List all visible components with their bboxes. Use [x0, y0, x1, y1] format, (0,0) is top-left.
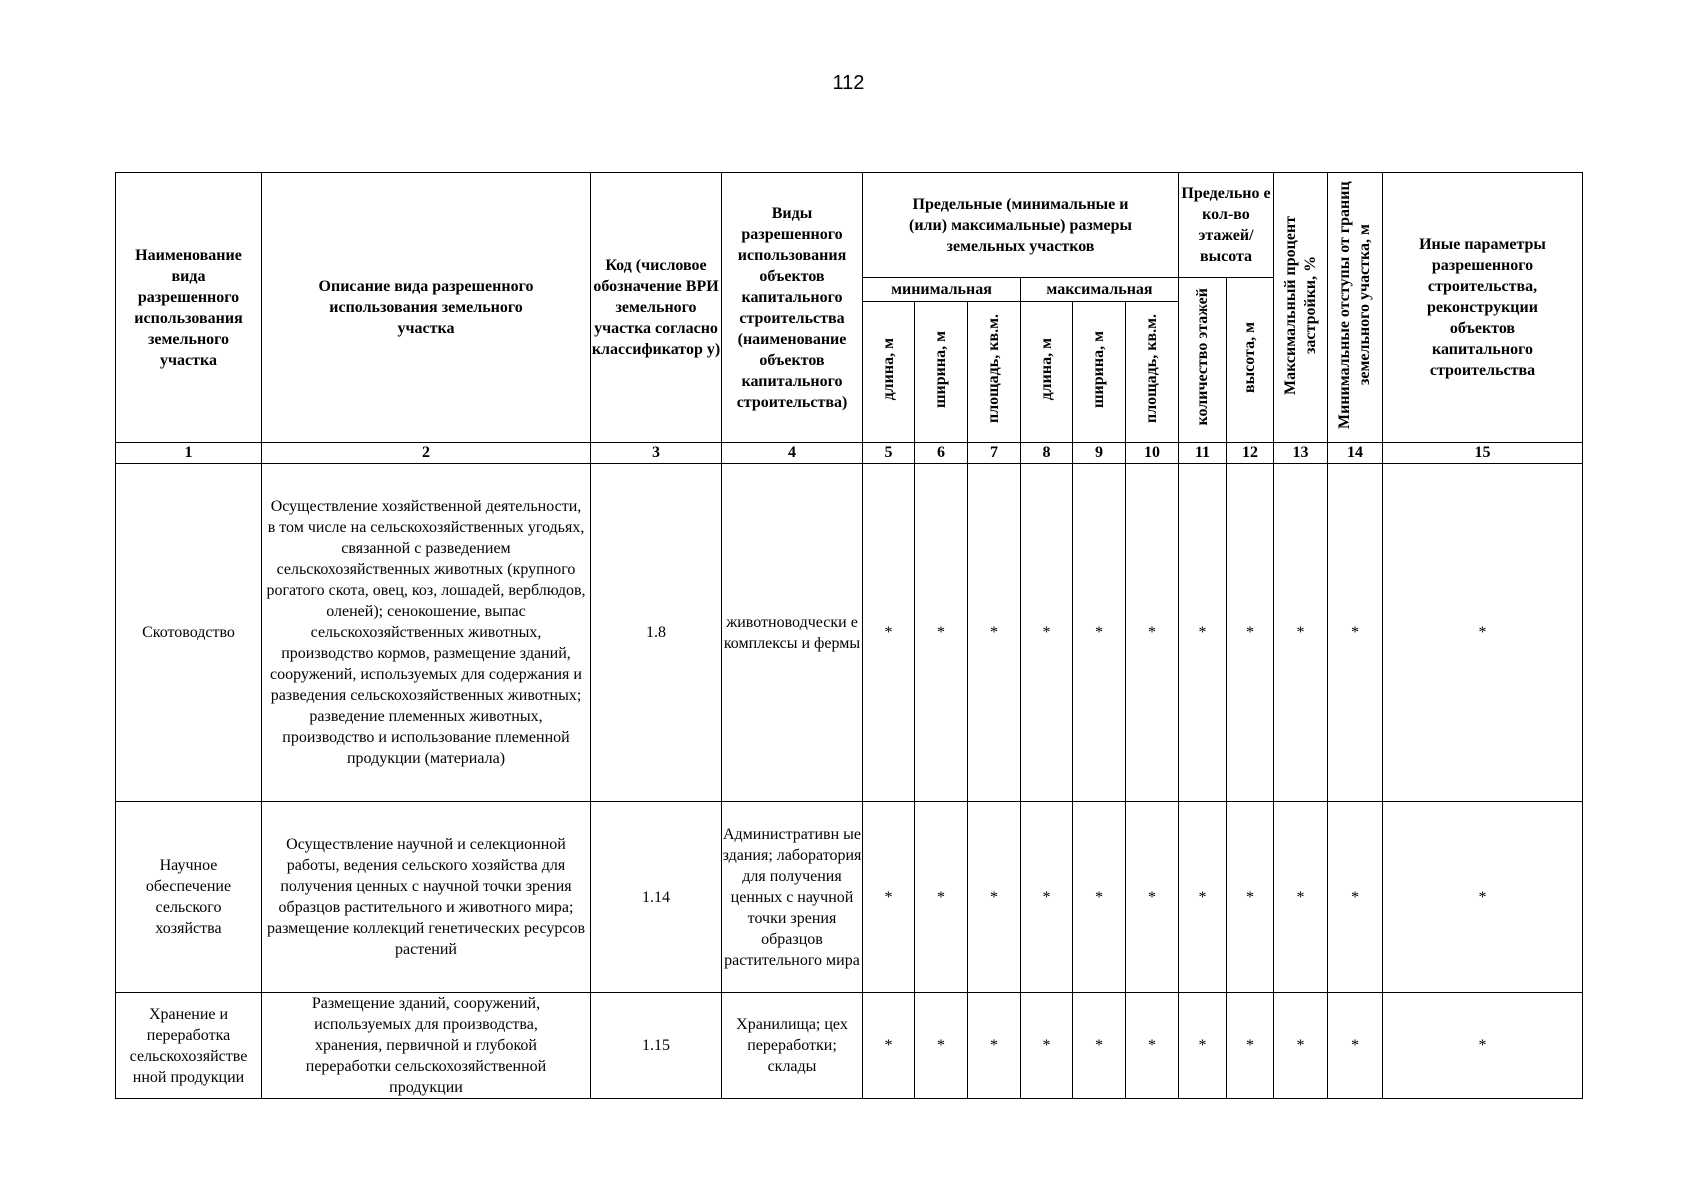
header-max-length: длина, м: [1021, 302, 1073, 443]
table-row: [116, 464, 1583, 802]
other-params-value: *: [1383, 802, 1583, 993]
header-plot-sizes: Предельные (минимальные и (или) максимальные) размеры земельных участков: [863, 173, 1179, 278]
land-use-name: Научное обеспечение сельского хозяйства: [116, 802, 262, 993]
min-length-value: *: [863, 464, 915, 802]
max-length-value: *: [1021, 802, 1073, 993]
header-min-length: длина, м: [863, 302, 915, 443]
header-other-params: Иные параметры разрешенного строительства, реконструкции объектов капитального строительства: [1383, 173, 1583, 443]
column-number-row: [116, 443, 1583, 464]
header-floor-count: количество этажей: [1179, 278, 1227, 443]
permitted-objects: животноводчески е комплексы и фермы: [722, 464, 863, 802]
max-area-value: *: [1126, 464, 1179, 802]
other-params-value: *: [1383, 464, 1583, 802]
header-minimum: минимальная: [863, 278, 1021, 302]
max-coverage-value: *: [1274, 993, 1328, 1099]
min-setback-value: *: [1328, 464, 1383, 802]
land-use-name: Скотоводство: [116, 464, 262, 802]
header-min-setbacks: Минимальные отступы от границ земельного участка, м: [1328, 173, 1383, 443]
min-width-value: *: [915, 464, 968, 802]
min-setback-value: *: [1328, 802, 1383, 993]
column-number: 3: [591, 443, 722, 464]
column-number: 11: [1179, 443, 1227, 464]
height-value: *: [1227, 993, 1274, 1099]
header-max-coverage: Максимальный процент застройки, %: [1274, 173, 1328, 443]
column-number: 2: [262, 443, 591, 464]
floor-count-value: *: [1179, 464, 1227, 802]
min-width-value: *: [915, 802, 968, 993]
other-params-value: *: [1383, 993, 1583, 1099]
column-number: 14: [1328, 443, 1383, 464]
header-height: высота, м: [1227, 278, 1274, 443]
header-object-types: Виды разрешенного использования объектов капитального строительства (наименование объектов капитального строительства): [722, 173, 863, 443]
min-area-value: *: [968, 993, 1021, 1099]
column-number: 10: [1126, 443, 1179, 464]
max-area-value: *: [1126, 802, 1179, 993]
land-use-description: Осуществление хозяйственной деятельности, в том числе на сельскохозяйственных угодьях, связанной с разведением сельскохозяйственных животных (крупного рогатого скота, овец, коз, лошадей, верблюдов, оленей); сенокошение, выпас сельскохозяйственных животных, производство кормов, размещение зданий, сооружений, используемых для содержания и разведения сельскохозяйственных животных; разведение племенных животных, производство и использование племенной продукции (материала): [262, 464, 591, 802]
max-width-value: *: [1073, 993, 1126, 1099]
min-length-value: *: [863, 993, 915, 1099]
land-use-code: 1.15: [591, 993, 722, 1099]
land-use-description: Размещение зданий, сооружений, используемых для производства, хранения, первичной и глубокой переработки сельскохозяйственной продукции: [262, 993, 591, 1099]
header-code: Код (числовое обозначение ВРИ земельного участка согласно классификатор у): [591, 173, 722, 443]
column-number: 8: [1021, 443, 1073, 464]
land-use-code: 1.8: [591, 464, 722, 802]
max-coverage-value: *: [1274, 464, 1328, 802]
land-use-table: [115, 172, 1583, 1099]
min-area-value: *: [968, 802, 1021, 993]
column-number: 1: [116, 443, 262, 464]
header-land-use-name: Наименование вида разрешенного использования земельного участка: [116, 173, 262, 443]
table-row: [116, 993, 1583, 1099]
header-min-area: площадь, кв.м.: [968, 302, 1021, 443]
height-value: *: [1227, 802, 1274, 993]
min-area-value: *: [968, 464, 1021, 802]
column-number: 4: [722, 443, 863, 464]
min-width-value: *: [915, 993, 968, 1099]
page-number: 112: [832, 72, 865, 94]
permitted-objects: Хранилища; цех переработки; склады: [722, 993, 863, 1099]
land-use-description: Осуществление научной и селекционной работы, ведения сельского хозяйства для получения ценных с научной точки зрения образцов растительного и животного мира; размещение коллекций генетических ресурсов растений: [262, 802, 591, 993]
max-width-value: *: [1073, 464, 1126, 802]
column-number: 13: [1274, 443, 1328, 464]
min-setback-value: *: [1328, 993, 1383, 1099]
permitted-objects: Административн ые здания; лаборатория для получения ценных с научной точки зрения образцов растительного мира: [722, 802, 863, 993]
floor-count-value: *: [1179, 802, 1227, 993]
column-number: 7: [968, 443, 1021, 464]
header-maximum: максимальная: [1021, 278, 1179, 302]
land-use-code: 1.14: [591, 802, 722, 993]
header-floors-group: Предельно е кол-во этажей/ высота: [1179, 173, 1274, 278]
max-length-value: *: [1021, 464, 1073, 802]
land-use-name: Хранение и переработка сельскохозяйстве нной продукции: [116, 993, 262, 1099]
max-coverage-value: *: [1274, 802, 1328, 993]
column-number: 15: [1383, 443, 1583, 464]
column-number: 9: [1073, 443, 1126, 464]
height-value: *: [1227, 464, 1274, 802]
column-number: 5: [863, 443, 915, 464]
min-length-value: *: [863, 802, 915, 993]
header-max-width: ширина, м: [1073, 302, 1126, 443]
max-length-value: *: [1021, 993, 1073, 1099]
max-area-value: *: [1126, 993, 1179, 1099]
floor-count-value: *: [1179, 993, 1227, 1099]
max-width-value: *: [1073, 802, 1126, 993]
table-row: [116, 802, 1583, 993]
header-max-area: площадь, кв.м.: [1126, 302, 1179, 443]
header-min-width: ширина, м: [915, 302, 968, 443]
column-number: 12: [1227, 443, 1274, 464]
header-description: Описание вида разрешенного использования земельного участка: [262, 173, 591, 443]
column-number: 6: [915, 443, 968, 464]
